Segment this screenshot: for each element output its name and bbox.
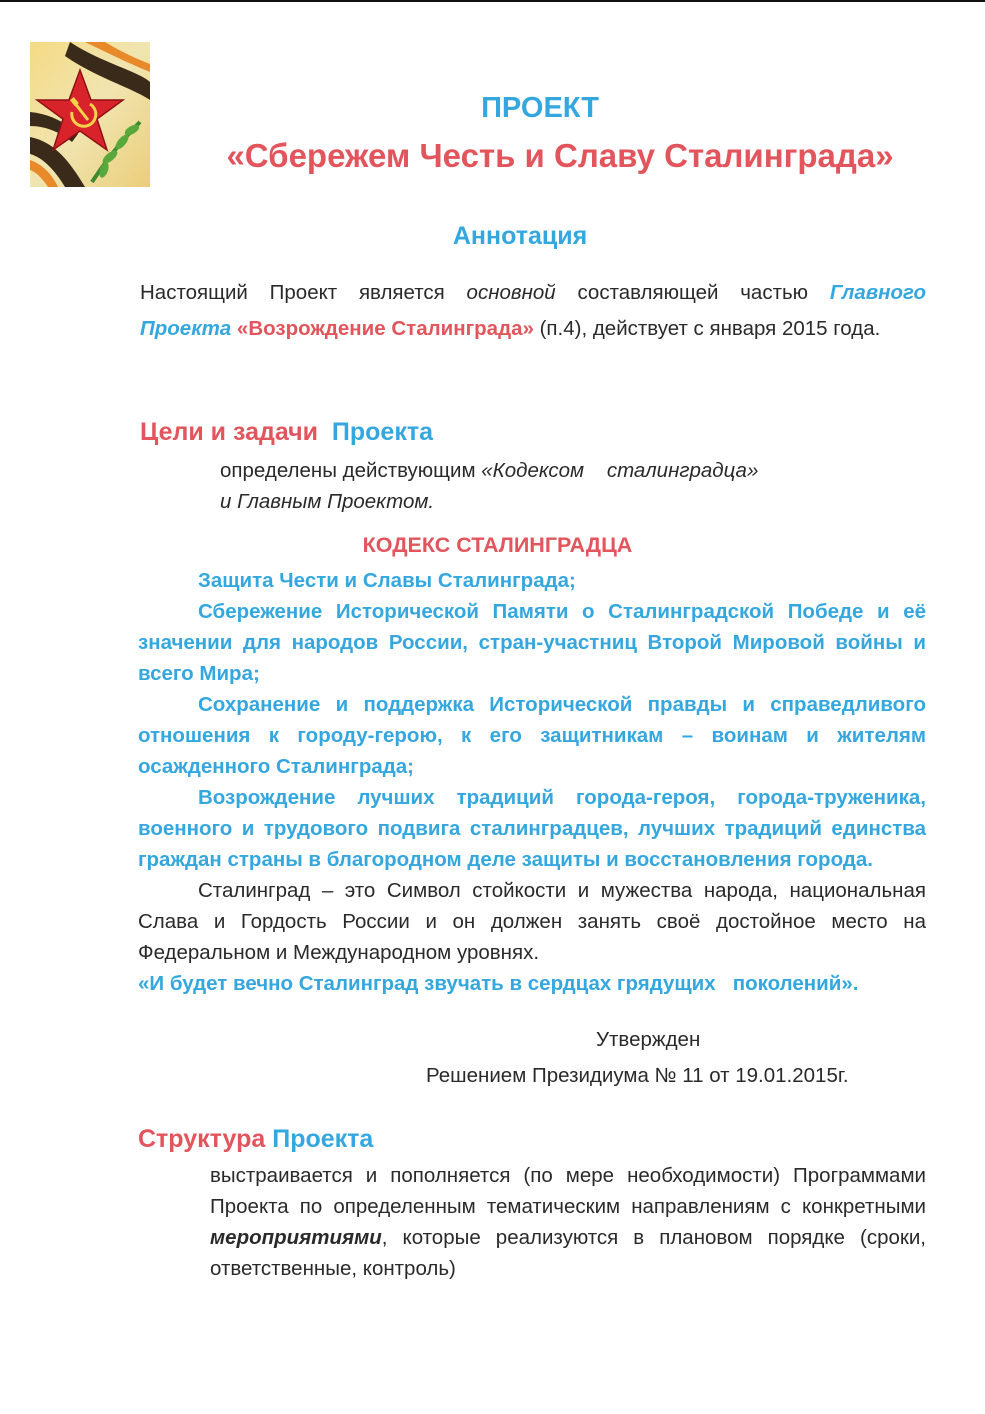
- kodeks-item: Возрождение лучших традиций города-героя, города-труженика, военного и трудового подвига сталинградцев, лучших традиций единства граждан страны в благородном деле защиты и восстановления города.: [138, 786, 926, 871]
- structure-heading-blue: Проекта: [272, 1125, 374, 1153]
- structure-heading: [138, 1125, 373, 1154]
- annotation-text-4: (п.4), действует с января 2015 года.: [533, 317, 881, 340]
- goals-text: [220, 455, 860, 517]
- project-label: ПРОЕКТ: [481, 92, 599, 124]
- kodeks-body: [138, 565, 926, 999]
- structure-text-2: , которые реализуются в плановом порядке (сроки, ответственные, контроль): [210, 1226, 926, 1280]
- kodeks-item: Защита Чести и Славы Сталинграда;: [198, 569, 576, 592]
- annotation-heading: Аннотация: [452, 222, 588, 250]
- structure-text-1: выстраивается и пополняется (по мере необходимости) Программами Проекта по определенным тематическим направлениям с конкретными: [210, 1164, 926, 1218]
- structure-heading-red: Структура: [138, 1125, 266, 1153]
- kodeks-item: Сохранение и поддержка Исторической правды и справедливого отношения к городу-герою, к его защитникам – воинам и жителям осажденного Сталинграда;: [138, 693, 926, 778]
- goals-line1-italic: «Кодексом сталинградца»: [481, 459, 759, 482]
- goals-line1: определены действующим: [220, 459, 482, 482]
- annotation-paragraph: [140, 275, 926, 347]
- goals-heading-blue: Проекта: [331, 418, 433, 446]
- annotation-text-2: составляющей частью: [555, 281, 830, 304]
- annotation-text-1: Настоящий Проект является: [140, 281, 467, 304]
- main-project-reference: Главного Проекта: [140, 281, 927, 340]
- kodeks-symbol-text: Сталинград – это Символ стойкости и мужества народа, национальная Слава и Гордость России и он должен занять своё достойное место на Федеральном и Международном уровнях.: [138, 879, 926, 964]
- goals-heading: [140, 418, 433, 447]
- scan-top-border: [0, 0, 985, 2]
- goals-heading-red: Цели и задачи: [140, 418, 319, 446]
- kodeks-heading: КОДЕКС СТАЛИНГРАДЦА: [362, 533, 633, 557]
- structure-text: [210, 1160, 926, 1284]
- goals-line2-italic: и Главным Проектом.: [220, 490, 435, 513]
- project-title: «Сбережем Честь и Славу Сталинграда»: [226, 137, 894, 174]
- structure-bold-italic: мероприятиями: [210, 1226, 382, 1249]
- kodeks-quote: «И будет вечно Сталинград звучать в сердцах грядущих поколений».: [138, 972, 859, 995]
- kodeks-item: Сбережение Исторической Памяти о Сталинградской Победе и её значении для народов России, стран-участниц Второй Мировой войны и всего Мира;: [138, 600, 926, 685]
- annotation-italic: основной: [466, 281, 556, 304]
- approved-label: Утвержден: [596, 1028, 701, 1051]
- approved-decision: Решением Президиума № 11 от 19.01.2015г.: [426, 1064, 849, 1087]
- project-name-reference: «Возрождение Сталинграда»: [236, 317, 534, 340]
